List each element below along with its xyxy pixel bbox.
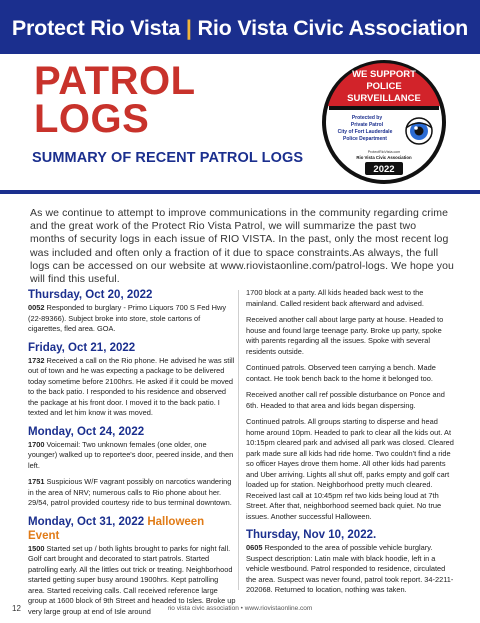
log-entry-text: Started set up / both lights brought to parks for night fall. Golf cart brought and decorated to start patrols. Started patrolling early. All the littles out trick or treating. Neighborhood started getting super busy around 1900hrs. Kept patrolling area. Started receiving calls. Call received reference large group at 1600 block of 9th Street and headed to Isles. Broke up very large group at end of Isle around — [28, 543, 236, 616]
log-entry — [28, 303, 236, 335]
log-time-code: 1732 — [28, 355, 45, 365]
surveillance-badge — [317, 58, 451, 186]
badge-line-1: WE SUPPORT — [352, 69, 416, 80]
log-entry — [28, 440, 236, 472]
banner-right-text: Rio Vista Civic Association — [197, 16, 469, 40]
badge-line-3: SURVEILLANCE — [347, 93, 421, 104]
badge-patrol: Private Patrol — [350, 122, 384, 128]
log-entry-text: 1700 block at a party. All kids headed back west to the mainland. Called resident back afterward and advised. — [246, 288, 424, 308]
log-date-heading: Thursday, Nov 10, 2022. — [246, 529, 377, 541]
log-time-code: 1700 — [28, 439, 45, 449]
log-entry-text: Voicemail: Two unknown females (one older, one younger) walked up to reportee's door, peered inside, and then left. — [28, 439, 234, 470]
log-entry — [28, 477, 236, 509]
badge-line-2: POLICE — [366, 81, 402, 92]
log-time-code: 0605 — [246, 543, 263, 552]
log-entry-text: Continued patrols. Observed teen carrying a bench. Made contact. He took bench back to the home it belonged too. — [246, 363, 436, 383]
log-entry-text: Responded to burglary - Primo Liquors 700 S Fed Hwy (22-89366). Subject broke into store, stole cartons of cigarettes, fled area. GOA. — [28, 303, 227, 333]
log-entry-text: Continued patrols. All groups starting to disperse and head home around 10pm. Headed to park to clear all the kids out. At 10:15pm cleared park and advised all park was closed. Cleared park made sure all kids had ride home. Two couldn't find a ride so officer Hayes drove them home. All other kids had parents and Uber arriving. Lights all shut off, parks empty and golf cart loaded up for station. Neighborhood pretty much cleared. Received last call at 10:45pm ref two kids being loud at 7th Street. After that, neighborhood seemed back quiet. No true issues. Another successful Halloween. — [246, 417, 454, 521]
log-entry — [28, 356, 236, 419]
hero-divider-rule — [0, 190, 480, 194]
badge-protected-by: Protected by — [351, 115, 383, 121]
column-divider — [238, 290, 239, 590]
top-banner — [0, 0, 480, 54]
page-title — [34, 59, 196, 141]
log-entry-text: Responded to the area of possible vehicle burglary. Suspect description: Latin male with black hoodie, left in a vehicle westbound. Patrol responded to residence, circulated the area. Suspect was never found, patrol took report. 34-2211-202068. Returned to location, nothing was taken. — [246, 543, 454, 594]
log-entry-text: Suspicious W/F vagrant possibly on narcotics wandering in the area of NRV; numerous calls to Rio phone about her. 29/54, patrol provided courtesy ride to bus terminal downtown. — [28, 477, 232, 507]
page-footer — [0, 600, 480, 622]
log-date-heading: Monday, Oct 24, 2022 — [28, 425, 145, 438]
footer-text: rio vista civic association • www.riovistaonline.com — [167, 605, 313, 612]
title-line-2: LOGS — [34, 97, 150, 141]
log-date-heading-halloween — [28, 515, 236, 543]
log-entry-text: Received another call ref possible disturbance on Ponce and 6th. Headed to that area and kids began dispersing. — [246, 390, 445, 410]
badge-police: Police Department — [343, 136, 387, 142]
badge-band-divider — [329, 106, 439, 110]
page-subtitle: SUMMARY OF RECENT PATROL LOGS — [32, 150, 304, 166]
badge-graphic — [317, 58, 451, 186]
log-entry — [246, 543, 454, 596]
intro-paragraph: As we continue to attempt to improve communications in the community regarding crime and the great work of the Protect Rio Vista Patrol, we will summarize the past two months of security logs in each issue of RIO VISTA. In the past, only the most recent log was included and often only a fraction of it due to space constraints.As always, the full logs can be accessed on our website at www.riovistaonline.com/patrol-logs. We hope you will find this useful. — [30, 207, 454, 286]
log-entry-text: Received a call on the Rio phone. He advised he was still out of town and he was expecting a package to be delivered today sometime before 2100hrs. He asked if it could be moved to the back patio. I responded to his residence and observed the package at his front door. I moved it to the back patio. I texted and let him know it was moved. — [28, 355, 235, 417]
banner-left-text: Protect Rio Vista — [11, 16, 181, 40]
log-time-code: 0052 — [28, 303, 45, 312]
badge-city: City of Fort Lauderdale — [337, 129, 393, 135]
badge-year: 2022 — [373, 164, 395, 175]
banner-title — [0, 16, 480, 41]
eye-icon — [406, 118, 432, 144]
log-date-text: Monday, Oct 31, 2022 — [28, 515, 145, 528]
banner-separator: | — [185, 16, 192, 40]
log-entry-text: Received another call about large party at house. Headed to house and found large teenage party. Broke up party, spoke with parents regarding all the issues. Spoke with several residents outside. — [246, 315, 444, 356]
page-number: 12 — [12, 604, 21, 613]
log-date-heading: Thursday, Oct 20, 2022 — [28, 289, 153, 301]
title-line-1: PATROL — [34, 59, 196, 103]
left-column — [28, 288, 236, 623]
badge-assoc: Rio Vista Civic Association — [356, 155, 412, 160]
halloween-event-label: Halloween Event — [28, 515, 205, 542]
log-time-code: 1751 — [28, 477, 45, 486]
right-column — [246, 288, 454, 602]
badge-website: ProtectRioVista.com — [367, 150, 401, 154]
log-date-heading: Friday, Oct 21, 2022 — [28, 341, 136, 354]
log-time-code: 1500 — [28, 543, 45, 553]
